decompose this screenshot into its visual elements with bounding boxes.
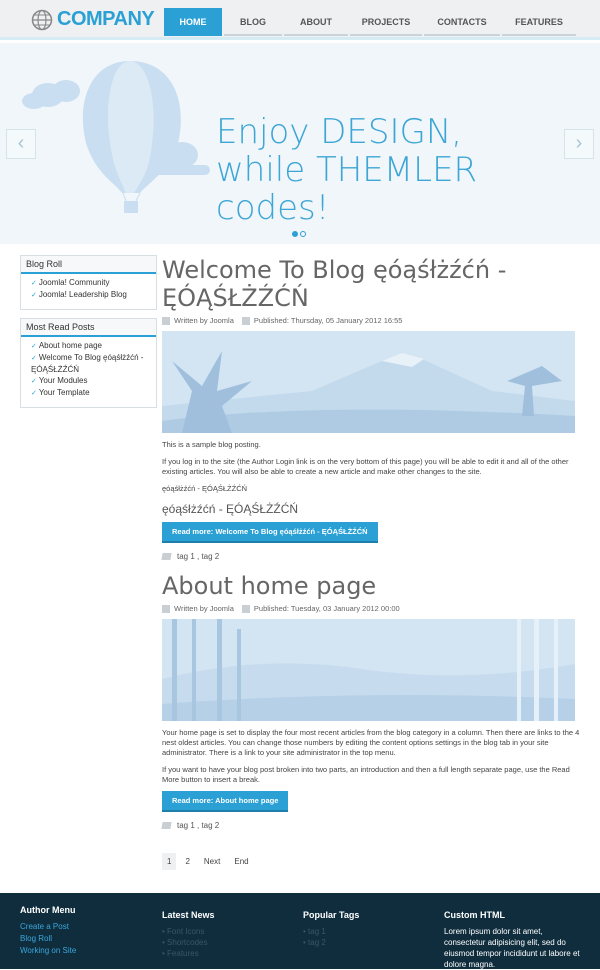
most-read-module — [20, 318, 157, 408]
user-icon — [162, 317, 170, 325]
most-read-item[interactable]: ✓ Your Modules — [31, 375, 146, 387]
read-more-button[interactable]: Read more: Welcome To Blog ęóąśłżźćń - ĘÓĄŚŁŻŹĆŃ — [162, 522, 378, 543]
pagination — [162, 853, 258, 870]
calendar-icon — [242, 605, 250, 613]
post-title[interactable]: About home page — [162, 572, 377, 600]
post-date: Published: Tuesday, 03 January 2012 00:00 — [253, 604, 400, 613]
post-2 — [162, 572, 582, 830]
main-nav — [164, 8, 578, 36]
footer-link[interactable]: • tag 1 — [303, 926, 443, 937]
nav-about[interactable]: ABOUT — [284, 8, 348, 36]
blog-roll-module — [20, 255, 157, 310]
post-paragraph: ęóąśłżźćń - ĘÓĄŚŁŻŹĆŃ — [162, 484, 248, 493]
header — [0, 0, 600, 40]
footer-heading: Custom HTML — [444, 910, 505, 920]
blog-roll-title: Blog Roll — [21, 256, 156, 274]
blog-roll-item[interactable]: ✓ Joomla! Leadership Blog — [31, 289, 146, 301]
footer-link[interactable]: • Shortcodes — [162, 937, 302, 948]
footer — [0, 893, 600, 969]
nav-blog[interactable]: BLOG — [224, 8, 282, 36]
read-more-button[interactable]: Read more: About home page — [162, 791, 288, 812]
footer-link[interactable]: Create a Post — [20, 922, 69, 931]
post-meta — [162, 316, 582, 325]
hero-line-1: Enjoy DESIGN, — [216, 112, 463, 152]
hero-headline — [216, 113, 600, 227]
tag-icon — [161, 822, 171, 829]
page-1[interactable]: 1 — [162, 853, 176, 870]
post-tags-text[interactable]: tag 1 , tag 2 — [177, 821, 220, 830]
post-subtitle: ęóąśłżźćń - ĘÓĄŚŁŻŹĆŃ — [162, 502, 299, 516]
post-date: Published: Thursday, 05 January 2012 16:55 — [253, 316, 403, 325]
logo[interactable] — [31, 8, 154, 31]
footer-popular-tags — [303, 910, 443, 948]
footer-author-menu — [20, 905, 160, 957]
post-paragraph: If you log in to the site (the Author Login link is on the very bottom of this page) you will be able to edit it and all of the other existing articles. You will also be able to create a new article and make other changes to the site. — [162, 457, 569, 476]
footer-latest-news — [162, 910, 302, 959]
nav-features[interactable]: FEATURES — [502, 8, 576, 36]
hero-line-2: while THEMLER codes! — [216, 150, 478, 228]
footer-custom-html — [444, 910, 584, 970]
post-tags-text[interactable]: tag 1 , tag 2 — [177, 552, 220, 561]
page-2[interactable]: 2 — [185, 857, 190, 866]
page-end[interactable]: End — [234, 857, 249, 866]
footer-link[interactable]: • Features — [162, 948, 302, 959]
post-tags — [162, 552, 582, 561]
post-meta — [162, 604, 582, 613]
slider-prev-button[interactable] — [6, 129, 36, 159]
nav-contacts[interactable]: CONTACTS — [424, 8, 500, 36]
globe-icon — [31, 9, 53, 31]
slider-dot-1[interactable] — [292, 231, 298, 237]
footer-link[interactable]: Working on Site — [20, 946, 77, 955]
footer-link[interactable]: • tag 2 — [303, 937, 443, 948]
most-read-item[interactable]: ✓ About home page — [31, 340, 146, 352]
post-tags — [162, 821, 582, 830]
post-image-bamboo — [162, 619, 575, 721]
nav-home[interactable]: HOME — [164, 8, 222, 36]
blog-roll-item[interactable]: ✓ Joomla! Community — [31, 277, 146, 289]
user-icon — [162, 605, 170, 613]
post-paragraph: If you want to have your blog post broken into two parts, an introduction and then a full length separate page, use the Read More button to insert a break. — [162, 765, 570, 784]
footer-link[interactable]: • Font Icons — [162, 926, 302, 937]
hero-slider — [0, 43, 600, 244]
post-image-landscape — [162, 331, 575, 433]
page-next[interactable]: Next — [203, 857, 221, 866]
tag-icon — [161, 553, 171, 560]
footer-heading: Popular Tags — [303, 910, 360, 920]
post-1 — [162, 256, 582, 561]
footer-heading: Latest News — [162, 910, 215, 920]
footer-link[interactable]: Blog Roll — [20, 934, 53, 943]
post-title[interactable]: Welcome To Blog ęóąśłżźćń - ĘÓĄŚŁŻŹĆŃ — [162, 256, 507, 312]
post-author: Written by Joomla — [174, 604, 234, 613]
slider-dot-2[interactable] — [300, 231, 306, 237]
footer-heading: Author Menu — [20, 905, 76, 915]
chevron-right-icon: › — [575, 132, 583, 154]
logo-text: COMPANY — [57, 8, 155, 30]
post-paragraph: Your home page is set to display the four most recent articles from the blog category in a column. Then there are links to the 4 nest oldest articles. You can change those numbers by editing the content options settings in the blog tab in your site administrator. There is a link to your site administrator in the top menu. — [162, 728, 580, 757]
most-read-item[interactable]: ✓ Your Template — [31, 387, 146, 399]
slider-next-button[interactable] — [564, 129, 594, 159]
nav-projects[interactable]: PROJECTS — [350, 8, 422, 36]
calendar-icon — [242, 317, 250, 325]
post-paragraph: This is a sample blog posting. — [162, 440, 261, 449]
footer-custom-text: Lorem ipsum dolor sit amet, consectetur adipisicing elit, sed do eiusmod tempor incididunt ut labore et dolore magna. — [444, 927, 580, 969]
most-read-item[interactable]: ✓ Welcome To Blog ęóąśłżźćń - ĘÓĄŚŁŻŹĆŃ — [31, 352, 146, 375]
slider-dots — [292, 231, 308, 237]
chevron-left-icon: ‹ — [17, 132, 25, 154]
post-author: Written by Joomla — [174, 316, 234, 325]
most-read-title: Most Read Posts — [21, 319, 156, 337]
